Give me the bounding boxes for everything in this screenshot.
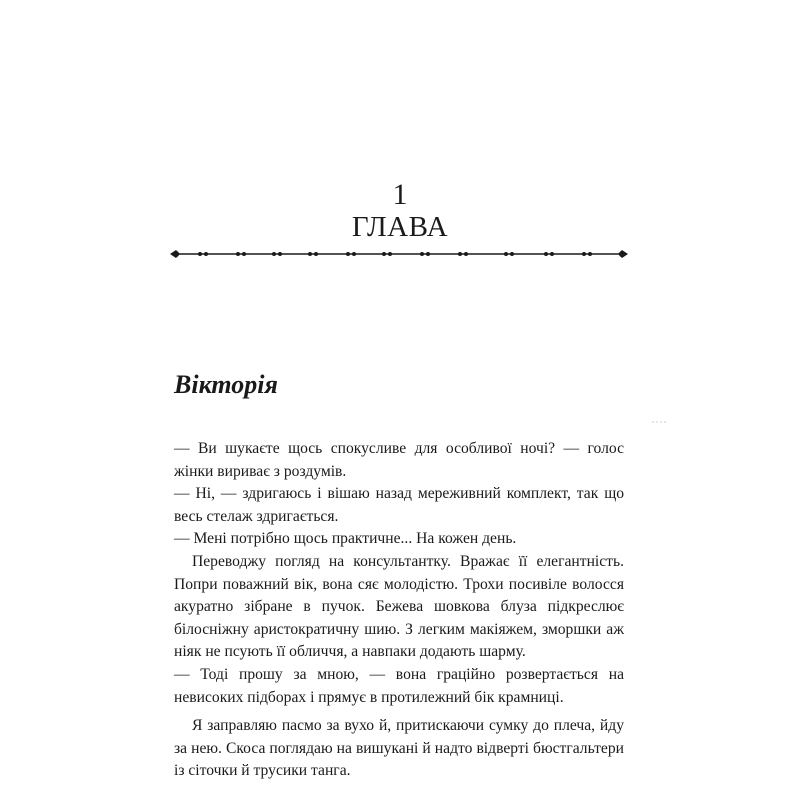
paragraph: — Мені потрібно щось практичне... На кожен день. [174,530,517,548]
speck-mark [652,410,666,412]
paragraph: — Ні, — здригаюсь і вішаю назад мереживний комплект, так що весь стелаж здригається. [174,485,624,525]
paragraph: Переводжу погляд на консультантку. Вражає її елегантність. Попри поважний вік, вона сяє молодістю. Трохи посивіле волосся акуратно зібране в пучок. Бежева шовкова блуза підкреслює білосніжну аристократичну шию. З легким макіяжем, зморшки аж ніяк не псують її обличчя, а навпаки додають шарму. [174,552,624,661]
chapter-number: 1 [392,178,408,211]
paragraph: — Ви шукаєте щось спокусливе для особливої ночі? — голос жінки вириває з роздумів. [174,440,624,480]
body-text [174,438,624,783]
chapter-title: ГЛАВА [351,211,449,243]
paragraph: — Тоді прошу за мною, — вона граційно розвертається на невисоких підборах і прямує в протилежний бік крамниці. [174,665,624,706]
chapter-ornament-divider [170,246,628,262]
section-heading: Вікторія [174,370,278,399]
paragraph: Я заправляю пасмо за вухо й, притискаючи сумку до плеча, йду за нею. Скоса поглядаю на вишукані й надто відверті бюстгальтери із сіточки й трусики танга. [174,717,624,780]
